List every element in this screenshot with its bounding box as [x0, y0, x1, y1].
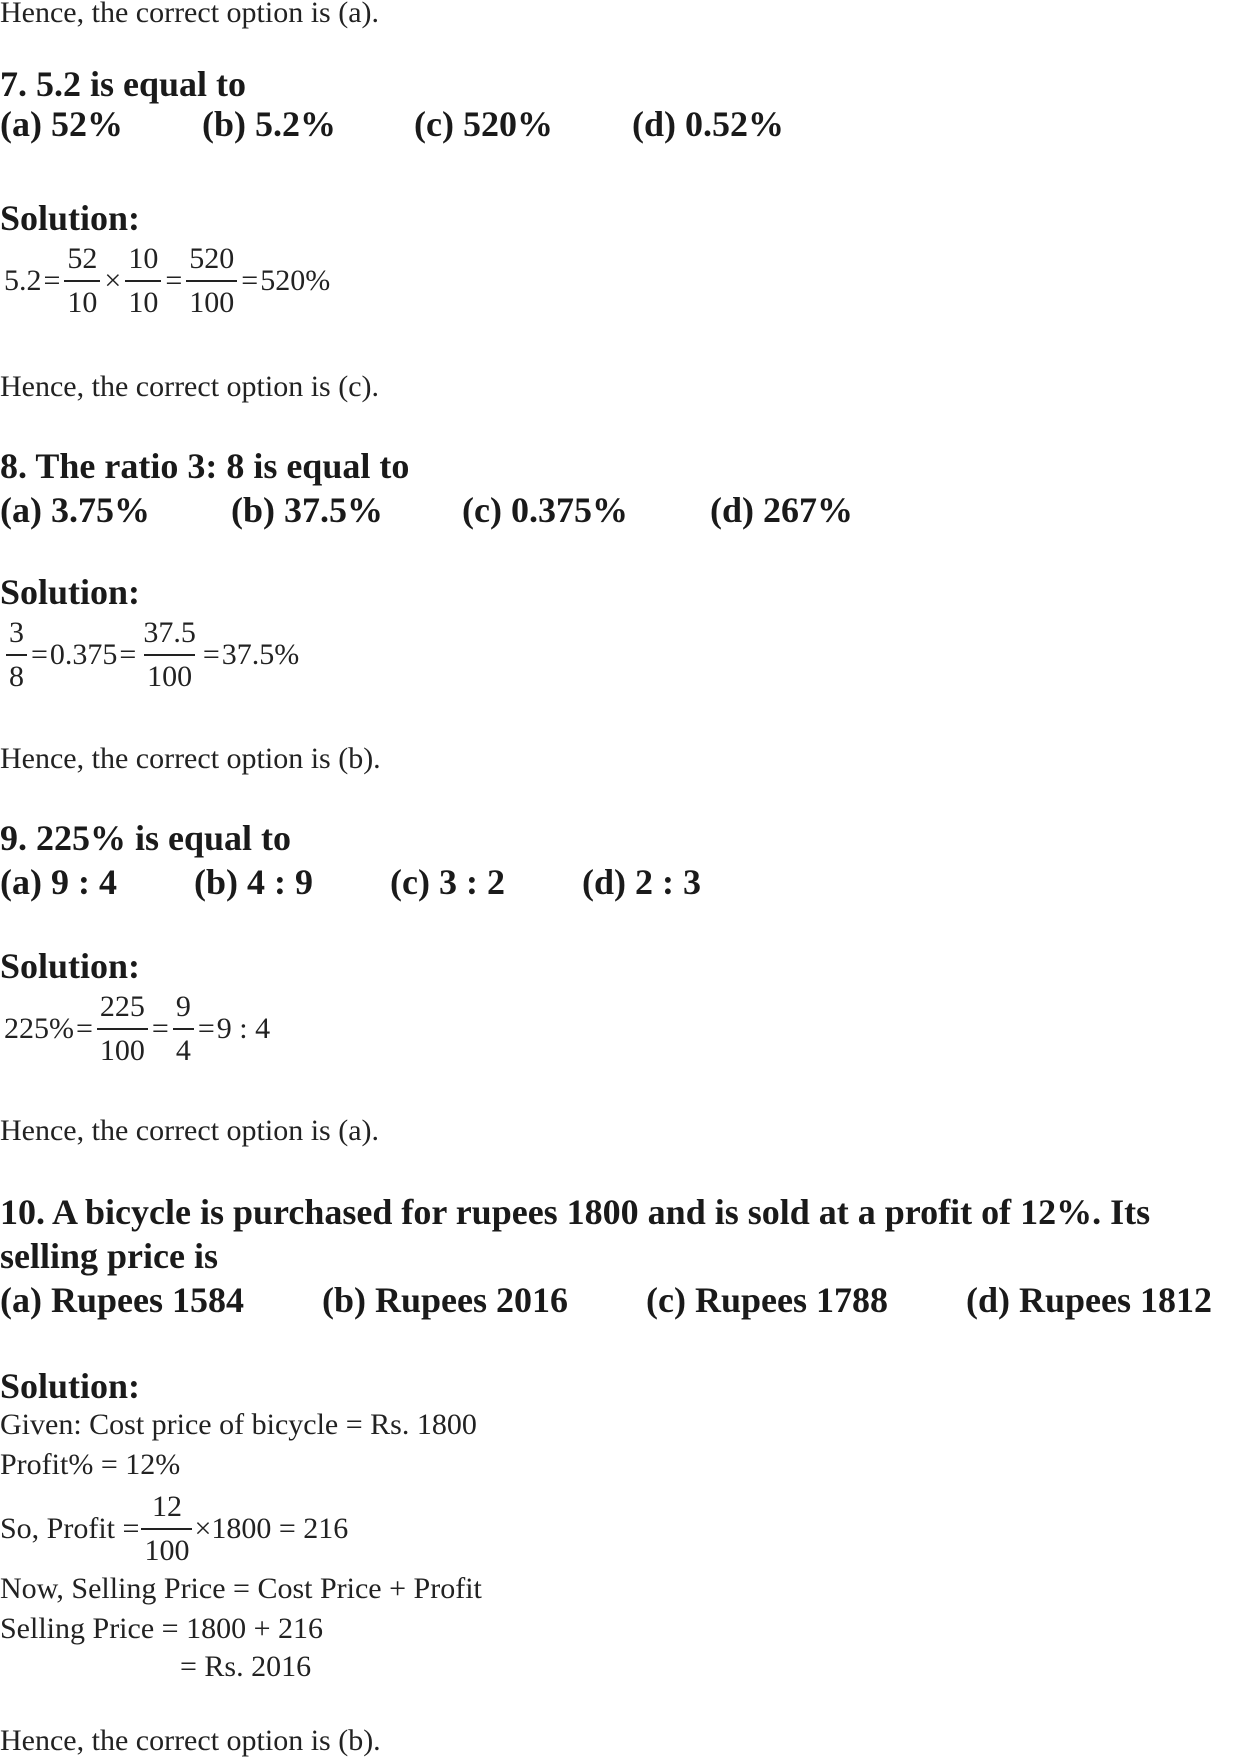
option-a: (a) 3.75%: [0, 490, 150, 530]
option-c: (c) Rupees 1788: [646, 1280, 888, 1320]
math-expression-9: 225% = $\frac{225}{100}$ = $\frac{9}{4}$ = 9 : 4: [4, 988, 270, 1070]
option-a: (a) 52%: [0, 104, 123, 144]
option-b: (b) 37.5%: [231, 490, 383, 530]
conclusion-text: Hence, the correct option is (a).: [0, 0, 379, 29]
question-9: 9. 225% is equal to: [0, 818, 292, 858]
solution-label: Solution:: [0, 572, 141, 612]
option-c: (c) 0.375%: [462, 490, 628, 530]
option-d: (d) 267%: [710, 490, 853, 530]
profit-calculation: So, Profit = $\frac{12}{100}$ ×1800 = 216: [0, 1488, 348, 1570]
selling-price-formula: Now, Selling Price = Cost Price + Profit: [0, 1572, 482, 1605]
conclusion-text: Hence, the correct option is (b).: [0, 1724, 381, 1757]
question-10-line-1: 10. A bicycle is purchased for rupees 1800 and is sold at a profit of 12%. Its: [0, 1192, 1151, 1232]
options-8: [0, 490, 853, 530]
question-8: 8. The ratio 3: 8 is equal to: [0, 446, 410, 486]
option-b: (b) 4 : 9: [194, 862, 313, 902]
given-text: Given: Cost price of bicycle = Rs. 1800: [0, 1408, 477, 1441]
question-10-line-2: selling price is: [0, 1236, 218, 1276]
options-9: [0, 862, 701, 902]
solution-label: Solution:: [0, 946, 141, 986]
conclusion-text: Hence, the correct option is (b).: [0, 742, 381, 775]
math-expression-7: 5.2 = $\frac{52}{10}$ × $\frac{10}{10}$ = $\frac{520}{100}$ = 520%: [4, 240, 330, 322]
option-c: (c) 520%: [414, 104, 553, 144]
question-7: 7. 5.2 is equal to: [0, 64, 247, 104]
option-d: (d) Rupees 1812: [966, 1280, 1213, 1320]
profit-percent-text: Profit% = 12%: [0, 1448, 181, 1481]
options-10: [0, 1280, 1212, 1320]
option-d: (d) 0.52%: [632, 104, 784, 144]
solution-label: Solution:: [0, 198, 141, 238]
option-b: (b) 5.2%: [202, 104, 336, 144]
option-b: (b) Rupees 2016: [322, 1280, 569, 1320]
selling-price-step-1: Selling Price = 1800 + 216: [0, 1612, 323, 1645]
solution-label: Solution:: [0, 1366, 141, 1406]
conclusion-text: Hence, the correct option is (a).: [0, 1114, 379, 1147]
selling-price-step-2: = Rs. 2016: [180, 1650, 312, 1683]
option-a: (a) 9 : 4: [0, 862, 117, 902]
conclusion-text: Hence, the correct option is (c).: [0, 370, 379, 403]
options-7: [0, 104, 784, 144]
option-d: (d) 2 : 3: [582, 862, 701, 902]
option-c: (c) 3 : 2: [390, 862, 505, 902]
option-a: (a) Rupees 1584: [0, 1280, 244, 1320]
math-expression-8: $\frac{3}{8}$ = 0.375 = $\frac{37.5}{100}$ = 37.5%: [4, 614, 299, 696]
